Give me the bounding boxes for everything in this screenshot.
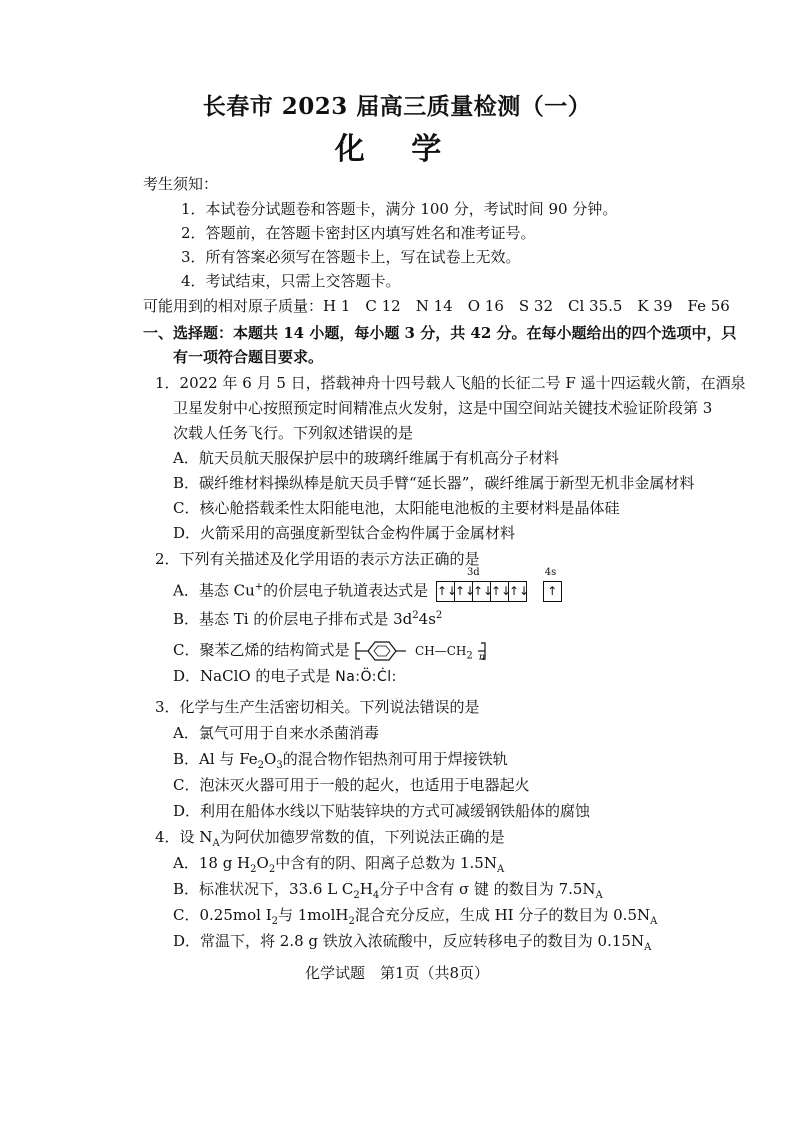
q3-option-d: D．利用在船体水线以下贴装锌块的方式可减缓钢铁船体的腐蚀 — [173, 802, 591, 820]
q2-c-sub: 2 — [466, 650, 473, 662]
q4-b-post: 分子中含有 σ 键 的数目为 7.5N — [379, 880, 596, 898]
q1-stem: 次载人任务飞行。下列叙述错误的是 — [173, 424, 414, 442]
q3-stem: 3．化学与生产生活密切相关。下列说法错误的是 — [155, 698, 480, 716]
q2-d-text: D．NaClO 的电子式是 — [173, 667, 331, 685]
q4-b-mid: H — [359, 880, 373, 898]
q4-a-sub2: 2 — [268, 864, 276, 875]
q4-option-d — [173, 932, 652, 953]
q4-a-subA: A — [496, 864, 505, 875]
q2-c-n: n — [478, 652, 486, 663]
q2-b-sup2: 2 — [435, 610, 443, 621]
q4-c-sub2: 2 — [348, 916, 355, 927]
q3-b-pre: B．Al 与 Fe — [173, 750, 258, 768]
q1-stem: 卫星发射中心按照预定时间精准点火发射，这是中国空间站关键技术验证阶段第 3 — [173, 399, 713, 417]
q1-option-c: C．核心舱搭载柔性太阳能电池，太阳能电池板的主要材料是晶体硅 — [173, 499, 620, 517]
q4-option-b — [173, 880, 603, 901]
q4-c-pre: C．0.25mol I — [173, 906, 272, 924]
q2-c-group-text: CH—CH — [415, 644, 467, 658]
q1-stem: 1．2022 年 6 月 5 日，搭载神舟十四号载人飞船的长征二号 F 遥十四运载火箭，在酒泉 — [155, 374, 746, 392]
q4-stem-sub: A — [212, 838, 220, 849]
q4-b-sub1: 2 — [353, 890, 360, 901]
q3-option-a: A．氯气可用于自来水杀菌消毒 — [173, 724, 379, 742]
orbital-4s-label: 4s — [544, 567, 557, 578]
q2-a-sup: + — [254, 581, 264, 593]
q2-c-text: C．聚苯乙烯的结构简式是 — [173, 641, 350, 659]
orbital-box: ↑ — [543, 581, 562, 602]
q4-a-pre: A．18 g H — [173, 854, 251, 872]
q3-option-c: C．泡沫灭火器可用于一般的起火，也适用于电器起火 — [173, 776, 530, 794]
q4-c-post: 混合充分反应，生成 HI 分子的数目为 0.5N — [354, 906, 651, 924]
q1-option-d: D．火箭采用的高强度新型钛合金构件属于金属材料 — [173, 524, 516, 542]
q2-a-text2: 的价层电子轨道表达式是 — [263, 581, 429, 600]
q3-option-b — [173, 750, 508, 771]
q4-a-post: 中含有的阴、阳离子总数为 1.5N — [275, 854, 497, 872]
q4-stem — [155, 828, 505, 849]
q1-option-a: A．航天员航天服保护层中的玻璃纤维属于有机高分子材料 — [173, 449, 559, 467]
q4-a-sub1: 2 — [250, 864, 257, 875]
section-heading-cont: 有一项符合题目要求。 — [173, 348, 324, 366]
q4-d-subA: A — [644, 942, 652, 953]
notice-heading: 考生须知： — [143, 175, 219, 193]
q4-a-mid: O — [256, 854, 269, 872]
orbital-box: ↑↓ — [472, 581, 491, 602]
q2-b-mid: 4s — [418, 610, 436, 628]
orbital-3d-label: 3d — [466, 567, 480, 578]
orbital-box: ↑↓ — [436, 581, 455, 602]
q4-stem-pre: 4．设 N — [155, 828, 213, 846]
q4-option-c — [173, 906, 658, 927]
naclo-electron-formula: Na:Ö:Ċl: — [335, 669, 397, 685]
notice-item: 2．答题前，在答题卡密封区内填写姓名和准考证号。 — [181, 224, 536, 242]
orbital-box: ↑↓ — [490, 581, 509, 602]
q2-option-a — [173, 567, 562, 602]
section-heading: 一、选择题：本题共 14 小题，每小题 3 分，共 42 分。在每小题给出的四个选项中，只 — [143, 324, 737, 342]
q2-option-c — [173, 638, 563, 664]
q4-b-pre: B．标准状况下，33.6 L C — [173, 880, 354, 898]
orbital-3d — [436, 567, 530, 602]
atomic-masses: 可能用到的相对原子质量：H 1 C 12 N 14 O 16 S 32 Cl 35.5 K 39 Fe 56 — [143, 297, 730, 315]
notice-item: 4．考试结束，只需上交答题卡。 — [181, 272, 401, 290]
q4-option-a — [173, 854, 505, 875]
page-footer: 化学试题 第1页（共8页） — [304, 964, 490, 982]
q1-option-b: B．碳纤维材料操纵棒是航天员手臂“延长器”，碳纤维属于新型无机非金属材料 — [173, 474, 695, 492]
q4-c-mid: 与 1molH — [278, 906, 349, 924]
q3-b-sub1: 2 — [257, 760, 265, 771]
q4-b-sub2: 4 — [372, 890, 380, 901]
orbital-box: ↑↓ — [508, 581, 527, 602]
orbital-4s — [544, 567, 562, 602]
q4-b-subA: A — [595, 890, 603, 901]
q2-b-text: B．基态 Ti 的价层电子排布式是 3d — [173, 610, 413, 628]
q2-b-sup1: 2 — [412, 610, 419, 621]
q3-b-mid: O — [264, 750, 277, 768]
q2-stem: 2．下列有关描述及化学用语的表示方法正确的是 — [155, 550, 480, 568]
subject-title: 化 学 — [334, 132, 460, 167]
notice-item: 1．本试卷分试题卷和答题卡，满分 100 分，考试时间 90 分钟。 — [181, 200, 618, 218]
q2-c-group — [415, 644, 473, 662]
orbital-box: ↑↓ — [454, 581, 473, 602]
q3-b-sub2: 3 — [276, 760, 283, 771]
q3-b-post: 的混合物作铝热剂可用于焊接铁轨 — [282, 750, 508, 768]
q2-option-b — [173, 610, 442, 628]
notice-item: 3．所有答案必须写在答题卡上，写在试卷上无效。 — [181, 248, 521, 266]
exam-title: 长春市 2023 届高三质量检测（一） — [202, 93, 592, 120]
q4-c-sub1: 2 — [271, 916, 278, 927]
q4-stem-post: 为阿伏加德罗常数的值，下列说法正确的是 — [219, 828, 505, 846]
q2-option-d — [173, 667, 397, 686]
q2-a-text: A．基态 Cu — [173, 581, 255, 600]
q4-d-text: D．常温下，将 2.8 g 铁放入浓硫酸中，反应转移电子的数目为 0.15N — [173, 932, 645, 950]
q4-c-subA: A — [650, 916, 658, 927]
